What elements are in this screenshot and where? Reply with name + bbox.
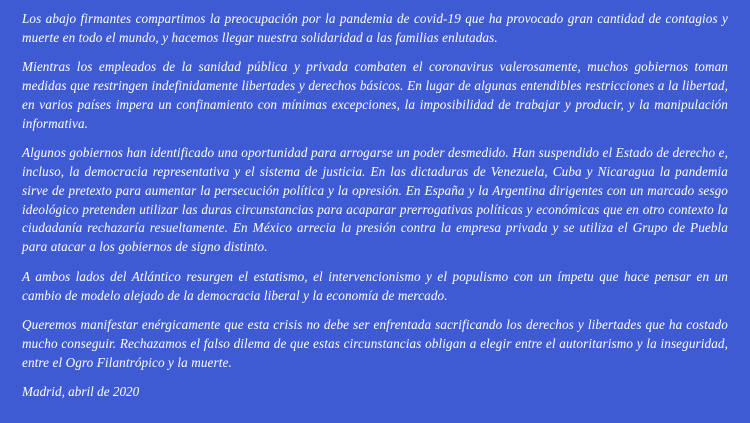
document-body bbox=[22, 10, 728, 402]
paragraph-3: Algunos gobiernos han identificado una oportunidad para arrogarse un poder desmedido. Han suspendido el Estado de derecho e, incluso, la democracia representativa y el sistema de justicia. En las dictaduras de Venezuela, Cuba y Nicaragua la pandemia sirve de pretexto para aumentar la persecución política y la opresión. En España y la Argentina dirigentes con un marcado sesgo ideológico pretenden utilizar las duras circunstancias para acaparar prerrogativas políticas y económicas que en otro contexto la ciudadanía rechazaría resueltamente. En México arrecia la presión contra la empresa privada y se utiliza el Grupo de Puebla para atacar a los gobiernos de signo distinto. bbox=[22, 145, 728, 255]
paragraph-4: A ambos lados del Atlántico resurgen el estatismo, el intervencionismo y el populismo con un ímpetu que hace pensar en un cambio de modelo alejado de la democracia liberal y la economía de mercado. bbox=[22, 268, 728, 303]
paragraph-1: Los abajo firmantes compartimos la preocupación por la pandemia de covid-19 que ha provocado gran cantidad de contagios y muerte en todo el mundo, y hacemos llegar nuestra solidaridad a las familias enlutadas. bbox=[22, 11, 728, 45]
paragraph-2: Mientras los empleados de la sanidad pública y privada combaten el coronavirus valerosamente, muchos gobiernos toman medidas que restringen indefinidamente libertades y derechos básicos. En lugar de algunas entendibles restricciones a la libertad, en varios países impera un confinamiento con mínimas excepciones, la imposibilidad de trabajar y producir, y la manipulación informativa. bbox=[22, 59, 728, 131]
paragraph-5: Queremos manifestar enérgicamente que esta crisis no debe ser enfrentada sacrificando los derechos y libertades que ha costado mucho conseguir. Rechazamos el falso dilema de que estas circunstancias obligan a elegir entre el autoritarismo y la inseguridad, entre el Ogro Filantrópico y la muerte. bbox=[22, 317, 728, 370]
signoff-line: Madrid, abril de 2020 bbox=[22, 384, 140, 400]
